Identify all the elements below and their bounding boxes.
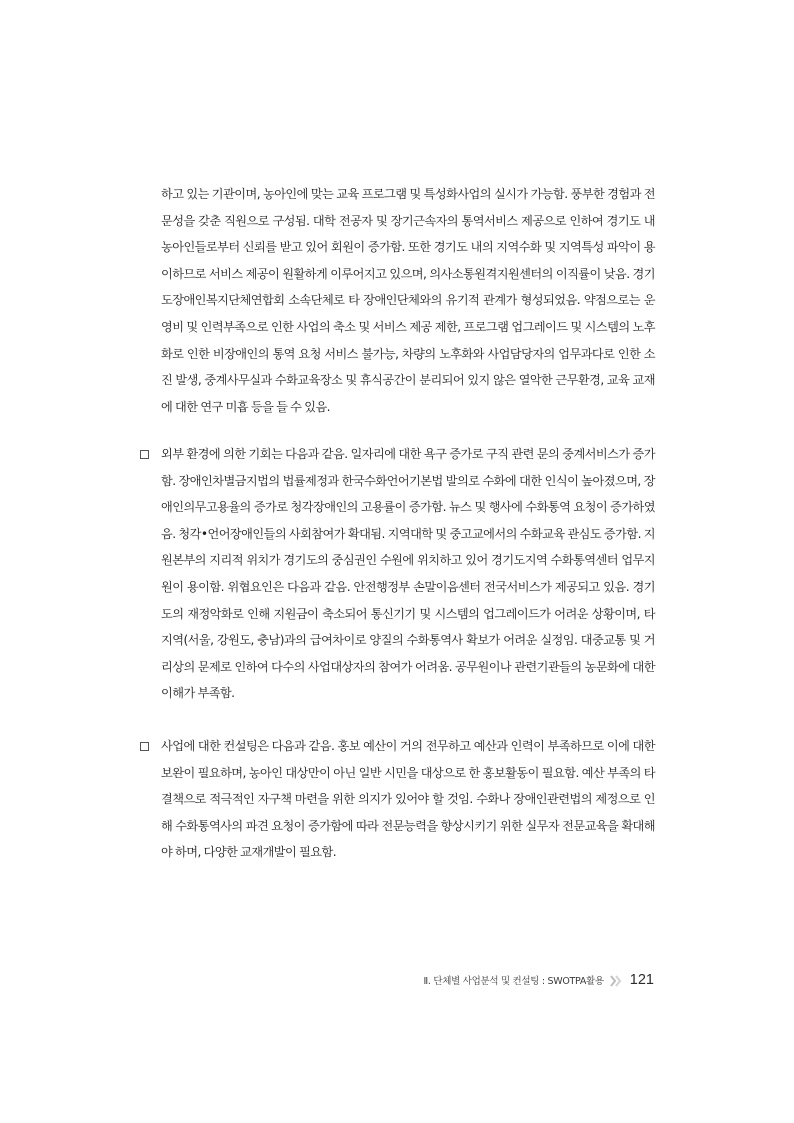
footer-section-title: Ⅱ. 단체별 사업분석 및 컨설팅 : SWOTPA활용 (423, 976, 604, 987)
square-bullet-icon (140, 742, 149, 751)
double-chevron-right-icon (609, 973, 623, 987)
paragraph-opportunities-threats: 외부 환경에 의한 기회는 다음과 같음. 일자리에 대한 욕구 증가로 구직 관련 문의 중계서비스가 증가함. 장애인차별금지법의 법률제정과 한국수화언어기본법 발의로 수화에 대한 인식이 높아졌으며, 장애인의무고용율의 증가로 청각장애인의 고용률이 증가함. 뉴스 및 행사에 수화통역 요청이 증가하였음. 청각•언어장애인들의 사회참여가 확대됨. 지역대학 및 중고교에서의 수화교육 관심도 증가함. 지원본부의 지리적 위치가 경기도의 중심권인 수원에 위치하고 있어 경기도지역 수화통역센터 업무지원이 용이함. 위협요인은 다음과 같음. 안전행정부 손말이음센터 전국서비스가 제공되고 있음. 경기도의 재정악화로 인해 지원금이 축소되어 통신기기 및 시스템의 업그레이드가 어려운 상황이며, 타 지역(서울, 강원도, 충남)과의 급여차이로 양질의 수화통역사 확보가 어려운 실정임. 대중교통 및 거리상의 문제로 인하여 다수의 사업대상자의 참여가 어려움. 공무원이나 관련기관들의 농문화에 대한 이해가 부족함. (161, 447, 655, 701)
page-footer (424, 972, 654, 988)
square-bullet-icon (140, 450, 149, 459)
paragraph-strengths-weaknesses: 하고 있는 기관이며, 농아인에 맞는 교육 프로그램 및 특성화사업의 실시가 가능함. 풍부한 경험과 전문성을 갖춘 직원으로 구성됨. 대학 전공자 및 장기근속자의 통역서비스 제공으로 인하여 경기도 내 농아인들로부터 신뢰를 받고 있어 회원이 증가함. 또한 경기도 내의 지역수화 및 지역특성 파악이 용이하므로 서비스 제공이 원활하게 이루어지고 있으며, 의사소통원격지원센터의 이직률이 낮음. 경기도장애인복지단체연합회 소속단체로 타 장애인단체와의 유기적 관계가 형성되었음. 약점으로는 운영비 및 인력부족으로 인한 사업의 축소 및 서비스 제공 제한, 프로그램 업그레이드 및 시스템의 노후화로 인한 비장애인의 통역 요청 서비스 불가능, 차량의 노후화와 사업담당자의 업무과다로 인한 소진 발생, 중계사무실과 수화교육장소 및 휴식공간이 분리되어 있지 않은 열악한 근무환경, 교육 교재에 대한 연구 미흡 등을 들 수 있음. (161, 187, 655, 414)
paragraph-consulting: 사업에 대한 컨설팅은 다음과 같음. 홍보 예산이 거의 전무하고 예산과 인력이 부족하므로 이에 대한 보완이 필요하며, 농아인 대상만이 아닌 일반 시민을 대상으로 한 홍보활동이 필요함. 예산 부족의 타결책으로 적극적인 자구책 마련을 위한 의지가 있어야 할 것임. 수화나 장애인관련법의 제정으로 인해 수화통역사의 파견 요청이 증가함에 따라 전문능력을 향상시키기 위한 실무자 전문교육을 확대해야 하며, 다양한 교재개발이 필요함. (161, 739, 655, 860)
page-number: 121 (629, 972, 654, 988)
